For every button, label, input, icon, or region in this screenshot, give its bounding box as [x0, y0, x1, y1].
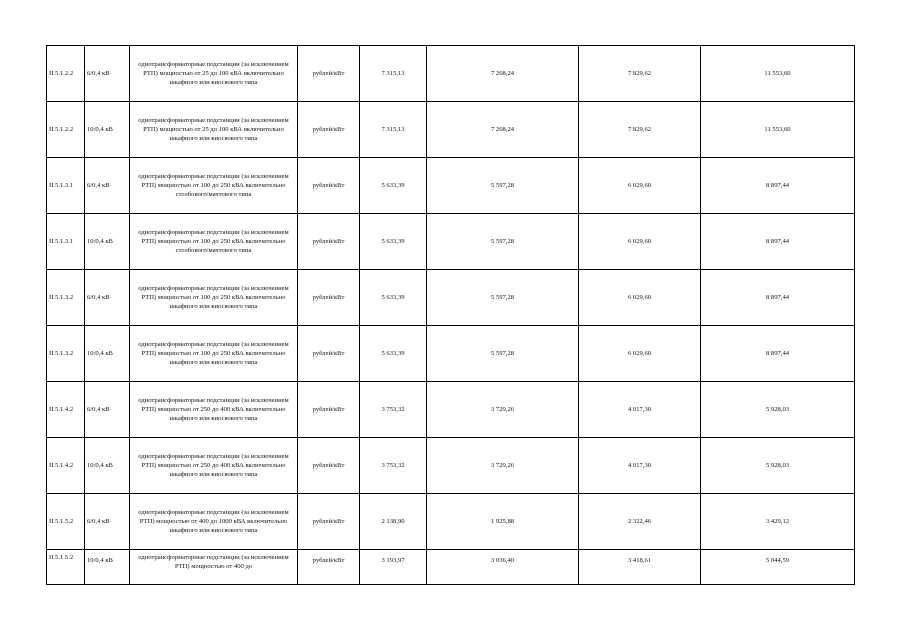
description-cell: однотрансформаторные подстанции (за исключением РТП) мощностью от 400 до 1000 кВА включительно шкафного или киоскового типа — [130, 494, 298, 550]
rate-2-cell: 5 597,28 — [427, 158, 579, 214]
description-cell: однотрансформаторные подстанции (за исключением РТП) мощностью от 100 до 250 кВА включительно шкафного или киоскового типа — [130, 270, 298, 326]
rate-3-cell: 4 017,30 — [579, 382, 701, 438]
rate-3-cell: 4 017,30 — [579, 438, 701, 494]
item-code-cell: II.5.1.3.2 — [47, 326, 85, 382]
table-row — [47, 270, 855, 326]
unit-cell: рублей/кВт — [298, 382, 360, 438]
rate-1-cell: 3 753,32 — [360, 382, 427, 438]
rate-2-cell: 7 268,24 — [427, 46, 579, 102]
description-cell: однотрансформаторные подстанции (за исключением РТП) мощностью от 100 до 250 кВА включительно столбового/мачтового типа — [130, 214, 298, 270]
voltage-cell: 6/0,4 кВ — [85, 494, 130, 550]
unit-cell: рублей/кВт — [298, 326, 360, 382]
rate-3-cell: 2 322,46 — [579, 494, 701, 550]
rate-4-cell: 11 553,60 — [701, 102, 855, 158]
rate-4-cell: 5 928,03 — [701, 438, 855, 494]
table-row — [47, 438, 855, 494]
unit-cell: рублей/кВт — [298, 494, 360, 550]
rate-2-cell: 3 729,26 — [427, 382, 579, 438]
unit-cell: рублей/кВт — [298, 102, 360, 158]
description-cell: однотрансформаторные подстанции (за исключением РТП) мощностью от 25 до 100 кВА включительно шкафного или киоскового типа — [130, 102, 298, 158]
rate-2-cell: 5 597,28 — [427, 326, 579, 382]
voltage-cell: 10/0,4 кВ — [85, 102, 130, 158]
description-cell: однотрансформаторные подстанции (за исключением РТП) мощностью от 25 до 100 кВА включительно шкафного или киоскового типа — [130, 46, 298, 102]
rate-4-cell: 8 897,44 — [701, 326, 855, 382]
unit-cell: рублей/кВт — [298, 438, 360, 494]
unit-cell: рублей/кВт — [298, 550, 360, 585]
item-code-cell: II.5.1.3.2 — [47, 270, 85, 326]
rate-1-cell: 2 138,90 — [360, 494, 427, 550]
unit-cell: рублей/кВт — [298, 46, 360, 102]
voltage-cell: 10/0,4 кВ — [85, 438, 130, 494]
description-cell: однотрансформаторные подстанции (за исключением РТП) мощностью от 100 до 250 кВА включительно столбового/мачтового типа — [130, 158, 298, 214]
description-cell: однотрансформаторные подстанции (за исключением РТП) мощностью от 400 до — [130, 550, 298, 585]
item-code-cell: II.5.1.4.2 — [47, 382, 85, 438]
table-row — [47, 158, 855, 214]
rate-3-cell: 6 029,60 — [579, 326, 701, 382]
rate-2-cell: 1 925,88 — [427, 494, 579, 550]
rate-1-cell: 5 633,39 — [360, 214, 427, 270]
unit-cell: рублей/кВт — [298, 158, 360, 214]
table-row — [47, 326, 855, 382]
item-code-cell: II.5.1.3.1 — [47, 214, 85, 270]
tariff-table — [46, 45, 855, 585]
table-row — [47, 102, 855, 158]
item-code-cell: II.5.1.2.2 — [47, 46, 85, 102]
table-row — [47, 382, 855, 438]
rate-3-cell: 7 829,62 — [579, 102, 701, 158]
item-code-cell: II.5.1.3.1 — [47, 158, 85, 214]
rate-4-cell: 5 044,59 — [701, 550, 855, 585]
rate-3-cell: 7 829,62 — [579, 46, 701, 102]
rate-4-cell: 8 897,44 — [701, 158, 855, 214]
rate-3-cell: 6 029,60 — [579, 214, 701, 270]
rate-1-cell: 5 633,39 — [360, 270, 427, 326]
voltage-cell: 10/0,4 кВ — [85, 214, 130, 270]
rate-1-cell: 3 193,97 — [360, 550, 427, 585]
voltage-cell: 6/0,4 кВ — [85, 158, 130, 214]
rate-4-cell: 8 897,44 — [701, 214, 855, 270]
description-cell: однотрансформаторные подстанции (за исключением РТП) мощностью от 250 до 400 кВА включительно шкафного или киоскового типа — [130, 438, 298, 494]
rate-4-cell: 11 553,60 — [701, 46, 855, 102]
rate-1-cell: 5 633,39 — [360, 158, 427, 214]
rate-2-cell: 3 036,40 — [427, 550, 579, 585]
voltage-cell: 10/0,4 кВ — [85, 326, 130, 382]
rate-2-cell: 7 268,24 — [427, 102, 579, 158]
voltage-cell: 6/0,4 кВ — [85, 382, 130, 438]
voltage-cell: 10/0,4 кВ — [85, 550, 130, 585]
rate-2-cell: 5 597,28 — [427, 214, 579, 270]
rate-1-cell: 7 315,13 — [360, 46, 427, 102]
description-cell: однотрансформаторные подстанции (за исключением РТП) мощностью от 250 до 400 кВА включительно шкафного или киоскового типа — [130, 382, 298, 438]
rate-4-cell: 5 928,03 — [701, 382, 855, 438]
table-row — [47, 46, 855, 102]
rate-1-cell: 5 633,39 — [360, 326, 427, 382]
item-code-cell: II.5.1.5.2 — [47, 550, 85, 585]
rate-2-cell: 5 597,28 — [427, 270, 579, 326]
rate-1-cell: 3 753,32 — [360, 438, 427, 494]
tariff-table-body — [47, 46, 855, 585]
rate-3-cell: 6 029,60 — [579, 270, 701, 326]
unit-cell: рублей/кВт — [298, 270, 360, 326]
rate-4-cell: 8 897,44 — [701, 270, 855, 326]
rate-3-cell: 3 418,61 — [579, 550, 701, 585]
rate-1-cell: 7 315,13 — [360, 102, 427, 158]
table-row — [47, 494, 855, 550]
table-row — [47, 550, 855, 585]
rate-3-cell: 6 029,60 — [579, 158, 701, 214]
voltage-cell: 6/0,4 кВ — [85, 46, 130, 102]
description-cell: однотрансформаторные подстанции (за исключением РТП) мощностью от 100 до 250 кВА включительно шкафного или киоскового типа — [130, 326, 298, 382]
item-code-cell: II.5.1.5.2 — [47, 494, 85, 550]
item-code-cell: II.5.1.4.2 — [47, 438, 85, 494]
rate-4-cell: 3 429,12 — [701, 494, 855, 550]
rate-2-cell: 3 729,26 — [427, 438, 579, 494]
unit-cell: рублей/кВт — [298, 214, 360, 270]
table-row — [47, 214, 855, 270]
voltage-cell: 6/0,4 кВ — [85, 270, 130, 326]
item-code-cell: II.5.1.2.2 — [47, 102, 85, 158]
